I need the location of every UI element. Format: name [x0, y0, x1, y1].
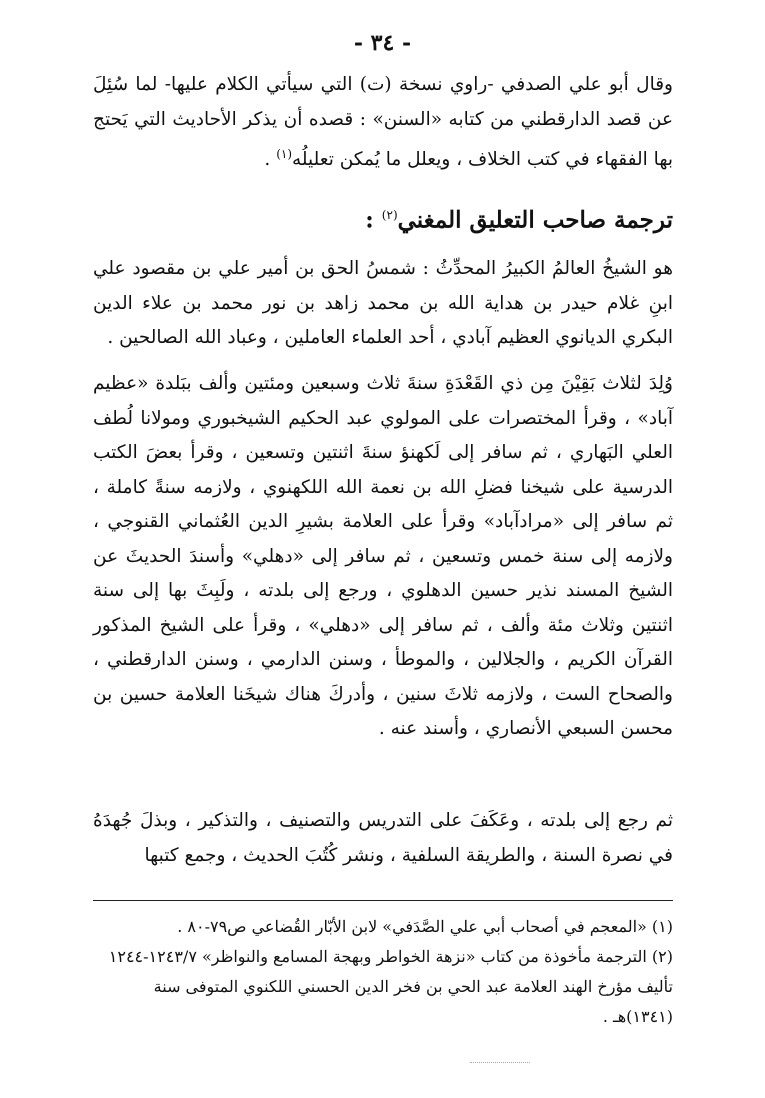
page-number: - ٣٤ -	[353, 30, 412, 56]
heading-end: :	[365, 206, 382, 234]
heading-text: ترجمة صاحب التعليق المغني	[397, 206, 673, 234]
footnote-ref-1[interactable]: (١)	[276, 147, 293, 161]
paragraph-end: .	[264, 149, 277, 171]
footnote-divider	[93, 900, 673, 901]
paragraph-name-lineage: هو الشيخُ العالمُ الكبيرُ المحدِّثُ : شمسُ الحق بن أمير علي بن مقصود علي ابنِ غلام حيدر بن هداية الله بن محمد زاهد بن نور محمد بن علاء الدين البكري الديانوي العظيم آبادي ، أحد العلماء العاملين ، وعباد الله الصالحين .	[93, 258, 673, 348]
section-heading	[93, 198, 673, 238]
paragraph-text: وقال أبو علي الصدفي -راوي نسخة (ت) التي سيأتي الكلام عليها- لما سُئِلَ عن قصد الدارقطني من كتابه «السنن» : قصده أن يذكر الأحاديث التي يَحتج بها الفقهاء في كتب الخلاف ، ويعلل ما يُمكن تعليلُه	[93, 74, 673, 171]
footnotes	[93, 912, 673, 1032]
footnote-ref-2[interactable]: (٢)	[381, 208, 398, 222]
page-bottom-dots	[470, 1062, 530, 1063]
paragraph-daraqutni-purpose	[93, 68, 673, 178]
paragraph-return-teaching: ثم رجع إلى بلدته ، وعَكَفَ على التدريس والتصنيف ، والتذكير ، وبذلَ جُهدَهُ في نصرة السنة ، والطريقة السلفية ، ونشر كُتُبَ الحديث ، وجمع كتبها	[93, 810, 673, 866]
footnote-2: (٢) الترجمة مأخوذة من كتاب «نزهة الخواطر وبهجة المسامع والنواظر» ١٢٤٣/٧-١٢٤٤ تأليف مؤرخ الهند العلامة عبد الحي بن فخر الدين الحسني اللكنوي المتوفى سنة (١٣٤١)هـ .	[108, 947, 673, 1026]
paragraph-birth-studies: وُلِدَ لثلاث بَقِيْنَ مِن ذي القَعْدَةِ سنةَ ثلاث وسبعين ومئتين وألف ببَلدة «عظيم آباد» ، وقرأ المختصرات على المولوي عبد الحكيم الشيخبوري ومولانا لُطف العلي البَهاري ، ثم سافر إلى لَكهنؤ سنةَ اثنتين وتسعين ، وقرأ بعضَ الكتب الدرسية على شيخنا فضلِ الله بن نعمة الله اللكهنوي ، ولازمه سنةً كاملة ، ثم سافر إلى «مرادآباد» وقرأ على العلامة بشيرِ الدين العُثماني القنوجي ، ولازمه إلى سنة خمس وتسعين ، ثم سافر إلى «دهلي» وأسندَ الحديثَ عن الشيخ المسند نذير حسين الدهلوي ، ورجع إلى بلدته ، ولَبِثَ بها إلى سنة اثنتين وثلاث مئة وألف ، ثم سافر إلى «دهلي» ، وقرأ على الشيخ المذكور القرآن الكريم ، والجلالين ، والموطأ ، وسنن الدارمي ، وسنن الدارقطني ، والصحاح الست ، ولازمه ثلاثَ سنين ، وأدركَ هناك شيخَنا العلامة حسين بن محسن السبعي الأنصاري ، وأسند عنه .	[93, 373, 673, 739]
footnote-1: (١) «المعجم في أصحاب أبي علي الصَّدَفي» لابن الأبّار القُضاعي ص٧٩-٨٠ .	[177, 917, 673, 936]
